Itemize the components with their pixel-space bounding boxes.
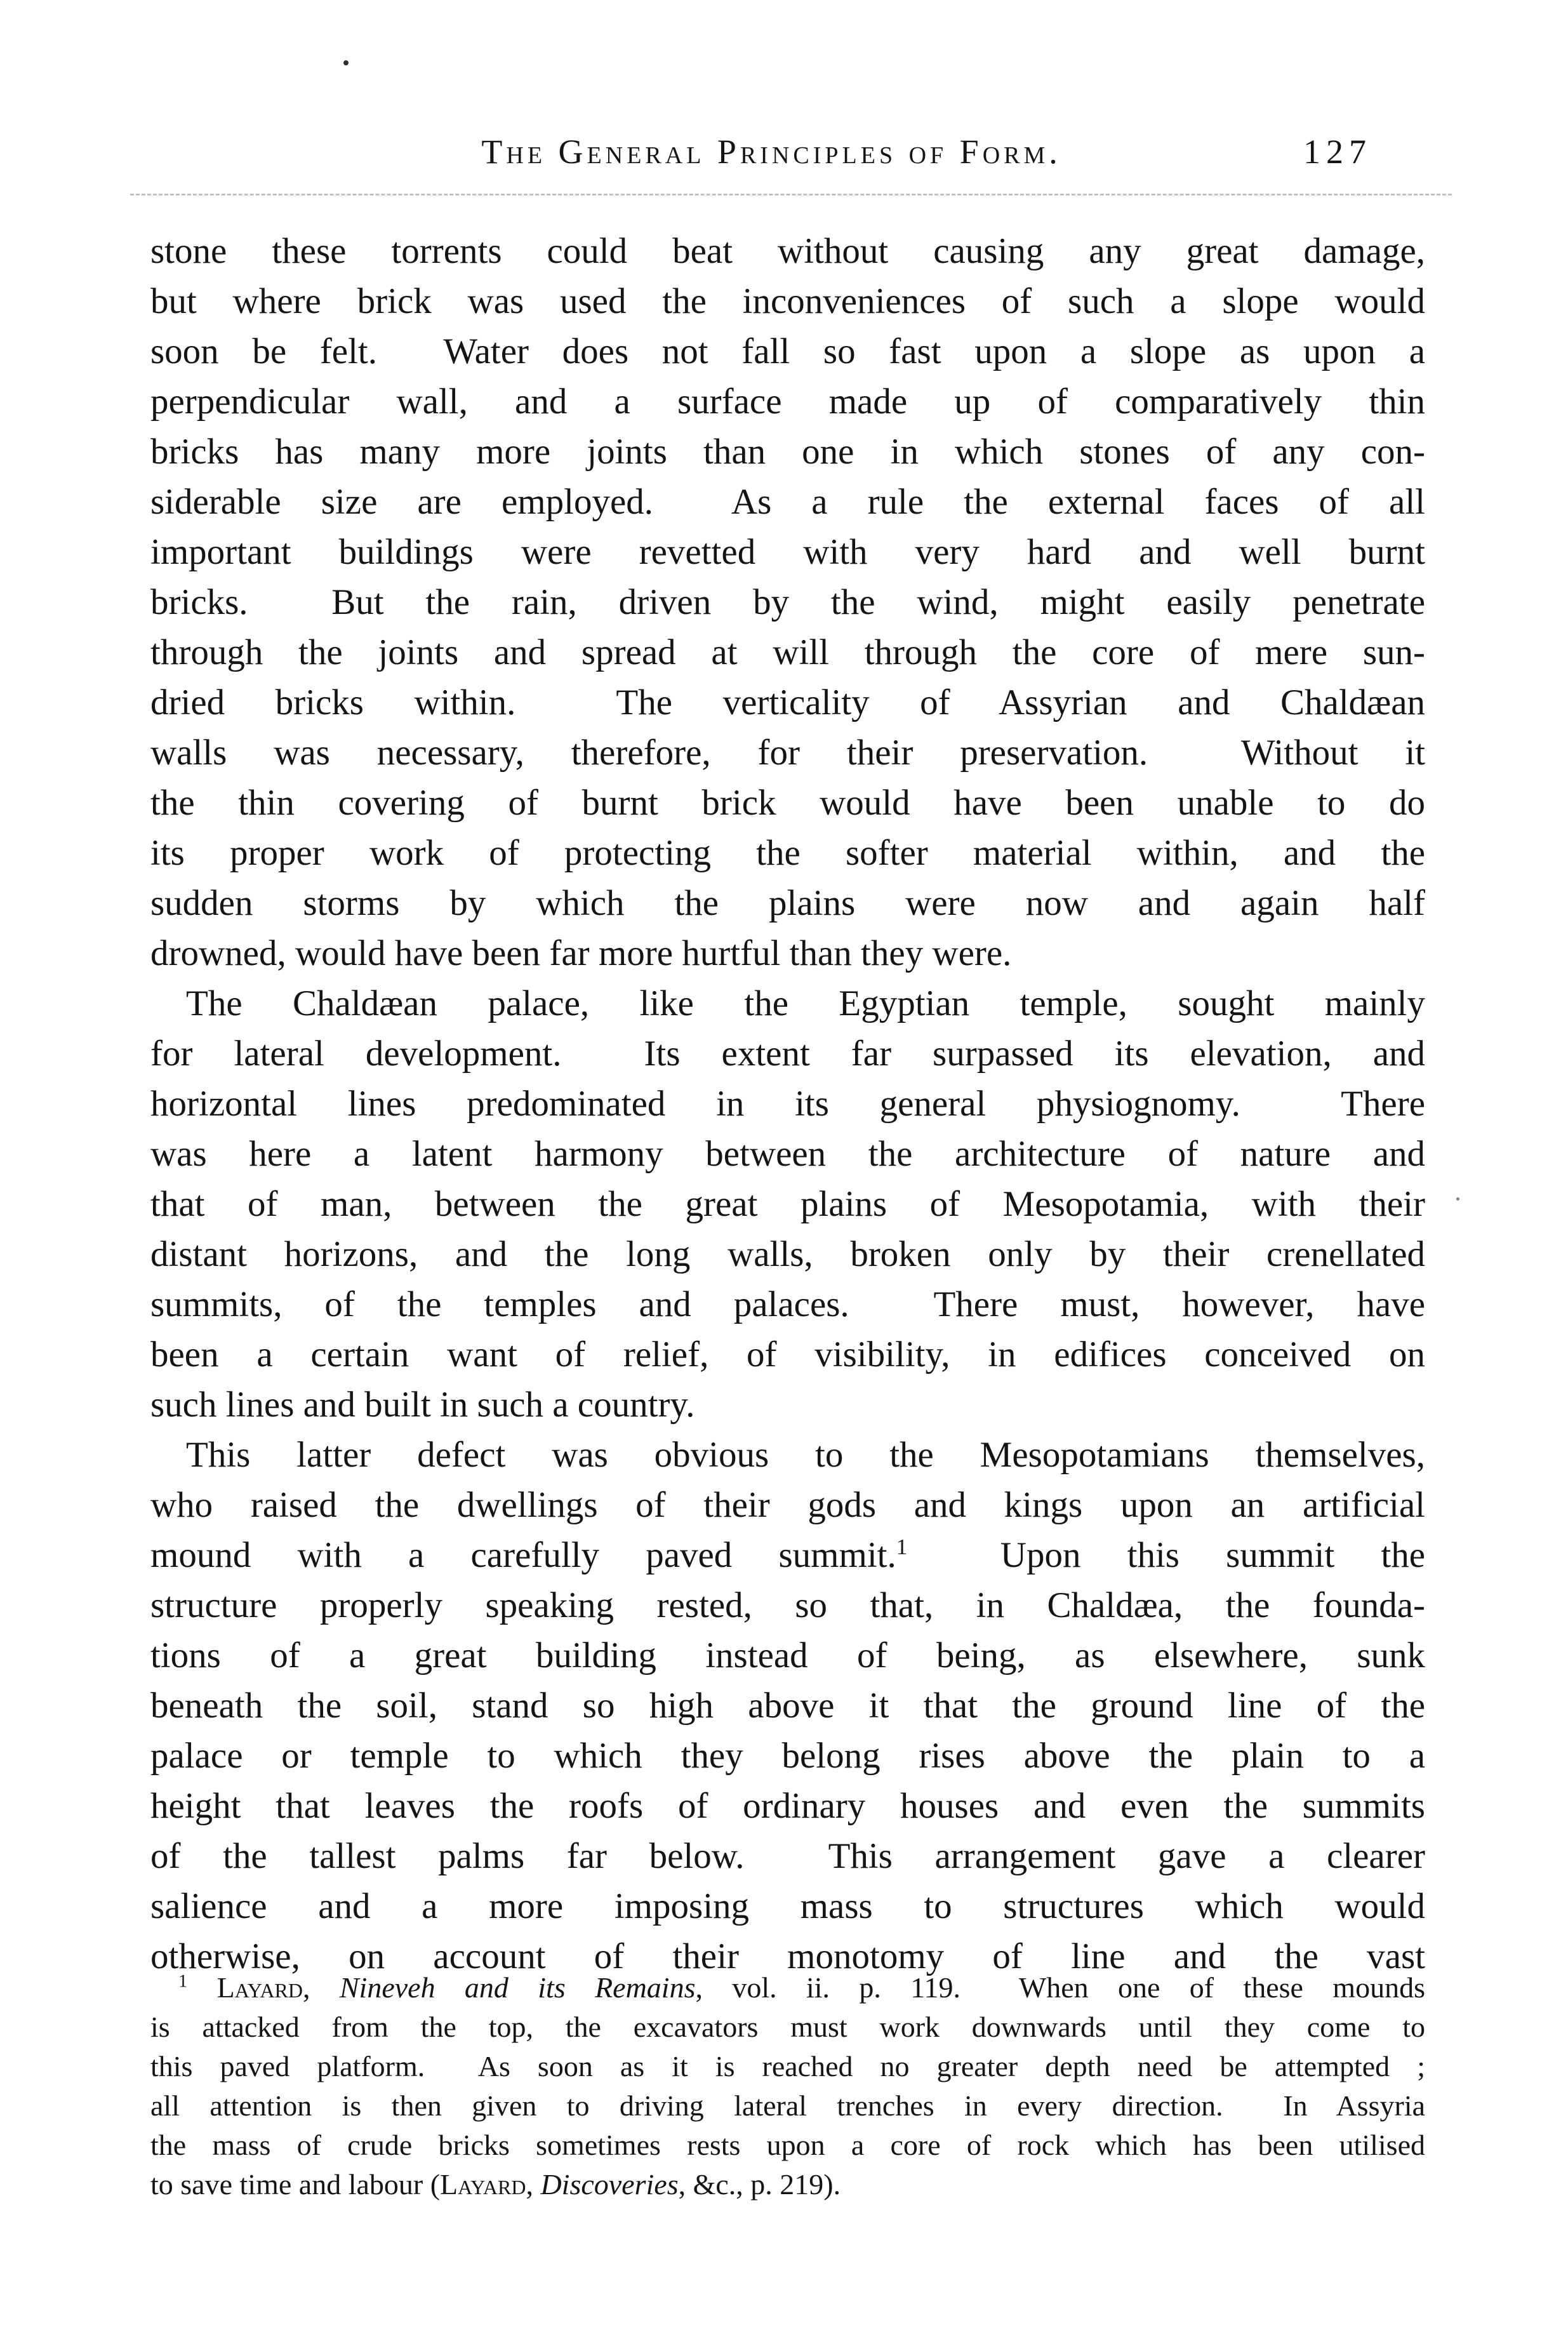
- text-line: [150, 276, 1425, 326]
- text-segment: sudden storms by which the plains were now and again half: [150, 883, 1425, 923]
- text-line: [150, 1831, 1425, 1881]
- scan-artifact-dot: [1456, 1197, 1459, 1201]
- page-number: 127: [1303, 133, 1372, 171]
- text-segment: ,: [526, 2168, 541, 2201]
- text-segment: , &c., p. 219).: [678, 2168, 841, 2201]
- text-line: [150, 2086, 1425, 2126]
- text-line: [150, 1881, 1425, 1931]
- text-line: [150, 527, 1425, 577]
- text-segment: mound with a carefully paved summit.: [150, 1535, 896, 1575]
- text-line: [150, 878, 1425, 928]
- text-line: [150, 1681, 1425, 1731]
- text-segment: that of man, between the great plains of Mesopotamia, with their: [150, 1184, 1425, 1224]
- text-segment: This latter defect was obvious to the Mesopotamians themselves,: [186, 1435, 1425, 1475]
- text-segment: stone these torrents could beat without causing any great damage,: [150, 231, 1425, 271]
- footnote-marker: 1: [178, 1971, 188, 1992]
- text-segment: such lines and built in such a country.: [150, 1385, 695, 1425]
- text-segment: summits, of the temples and palaces. There must, however, have: [150, 1284, 1425, 1324]
- page-title: The General Principles of Form.: [481, 133, 1061, 171]
- text-segment: its proper work of protecting the softer material within, and the: [150, 833, 1425, 873]
- text-segment: ,: [303, 1971, 340, 2004]
- text-segment: all attention is then given to driving lateral trenches in every direction. In Assyria: [150, 2089, 1425, 2122]
- text-line: [150, 627, 1425, 677]
- running-header: [152, 132, 1425, 193]
- text-segment: Nineveh and its Remains: [339, 1971, 696, 2004]
- text-line: [150, 1731, 1425, 1781]
- text-line: [150, 2008, 1425, 2047]
- text-segment: Discoveries: [540, 2168, 679, 2201]
- text-line: [150, 577, 1425, 627]
- scan-artifact-dot: [343, 60, 349, 65]
- text-line: [150, 2047, 1425, 2086]
- text-line: [150, 1029, 1425, 1079]
- text-line: [150, 1781, 1425, 1831]
- text-line: [150, 1430, 1425, 1480]
- text-line: [150, 677, 1425, 728]
- text-line: [150, 728, 1425, 778]
- text-line: [150, 2126, 1425, 2165]
- text-line: [150, 376, 1425, 427]
- paragraph: [150, 226, 1425, 978]
- text-segment: is attacked from the top, the excavators must work downwards until they come to: [150, 2011, 1425, 2043]
- text-segment: but where brick was used the inconveniences of such a slope would: [150, 281, 1425, 321]
- text-line: [150, 1630, 1425, 1681]
- text-segment: who raised the dwellings of their gods and kings upon an artificial: [150, 1485, 1425, 1525]
- text-segment: salience and a more imposing mass to structures which would: [150, 1886, 1425, 1926]
- text-segment: of the tallest palms far below. This arrangement gave a clearer: [150, 1836, 1425, 1876]
- text-segment: was here a latent harmony between the architecture of nature and: [150, 1134, 1425, 1174]
- text-segment: for lateral development. Its extent far surpassed its elevation, and: [150, 1034, 1425, 1074]
- text-segment: Layard: [440, 2168, 526, 2201]
- text-segment: otherwise, on account of their monotomy of line and the vast: [150, 1936, 1425, 1976]
- text-line: [150, 326, 1425, 376]
- header-rule: [130, 194, 1452, 196]
- page-body: [150, 226, 1425, 1981]
- text-line: [150, 1179, 1425, 1229]
- text-line: [150, 1329, 1425, 1380]
- text-segment: structure properly speaking rested, so that, in Chaldæa, the founda-: [150, 1585, 1425, 1625]
- text-segment: to save time and labour (: [150, 2168, 441, 2201]
- text-line: [150, 1480, 1425, 1530]
- text-segment: The Chaldæan palace, like the Egyptian temple, sought mainly: [186, 983, 1425, 1023]
- text-line: [150, 226, 1425, 276]
- text-segment: [187, 1971, 216, 2004]
- text-segment: distant horizons, and the long walls, broken only by their crenellated: [150, 1234, 1425, 1274]
- text-segment: bricks has many more joints than one in which stones of any con-: [150, 432, 1425, 472]
- text-line: [150, 427, 1425, 477]
- text-segment: perpendicular wall, and a surface made up of comparatively thin: [150, 382, 1425, 422]
- text-line: [150, 778, 1425, 828]
- text-segment: soon be felt. Water does not fall so fast upon a slope as upon a: [150, 331, 1425, 371]
- paragraph: [150, 1430, 1425, 1981]
- text-line: [150, 1580, 1425, 1630]
- text-segment: walls was necessary, therefore, for their preservation. Without it: [150, 733, 1425, 773]
- text-segment: this paved platform. As soon as it is reached no greater depth need be attempted ;: [150, 2050, 1425, 2082]
- text-segment: been a certain want of relief, of visibility, in edifices conceived on: [150, 1335, 1425, 1375]
- text-line: [150, 928, 1425, 978]
- text-segment: drowned, would have been far more hurtful than they were.: [150, 933, 1012, 973]
- text-line: [150, 1079, 1425, 1129]
- text-line: [150, 828, 1425, 878]
- footnote: [150, 1968, 1425, 2204]
- text-segment: Upon this summit the: [907, 1535, 1425, 1575]
- text-segment: siderable size are employed. As a rule the external faces of all: [150, 482, 1425, 522]
- text-segment: the thin covering of burnt brick would have been unable to do: [150, 783, 1425, 823]
- text-line: [150, 2165, 1425, 2204]
- text-segment: horizontal lines predominated in its general physiognomy. There: [150, 1084, 1425, 1124]
- text-segment: important buildings were revetted with very hard and well burnt: [150, 532, 1425, 572]
- text-segment: through the joints and spread at will through the core of mere sun-: [150, 632, 1425, 672]
- text-line: [150, 1380, 1425, 1430]
- text-line: [150, 978, 1425, 1029]
- text-segment: bricks. But the rain, driven by the wind, might easily penetrate: [150, 582, 1425, 622]
- text-line: [150, 1229, 1425, 1279]
- text-segment: the mass of crude bricks sometimes rests upon a core of rock which has been utilised: [150, 2129, 1425, 2161]
- text-line: [150, 1968, 1425, 2008]
- text-segment: dried bricks within. The verticality of Assyrian and Chaldæan: [150, 683, 1425, 723]
- text-segment: palace or temple to which they belong rises above the plain to a: [150, 1736, 1425, 1776]
- text-line: [150, 477, 1425, 527]
- text-segment: Layard: [216, 1971, 303, 2004]
- text-segment: height that leaves the roofs of ordinary houses and even the summits: [150, 1786, 1425, 1826]
- text-line: [150, 1129, 1425, 1179]
- text-line: [150, 1279, 1425, 1329]
- text-line: [150, 1530, 1425, 1580]
- paragraph: [150, 978, 1425, 1430]
- text-segment: tions of a great building instead of being, as elsewhere, sunk: [150, 1635, 1425, 1675]
- text-segment: beneath the soil, stand so high above it that the ground line of the: [150, 1686, 1425, 1726]
- text-segment: , vol. ii. p. 119. When one of these mounds: [695, 1971, 1425, 2004]
- footnote-marker: 1: [896, 1535, 908, 1559]
